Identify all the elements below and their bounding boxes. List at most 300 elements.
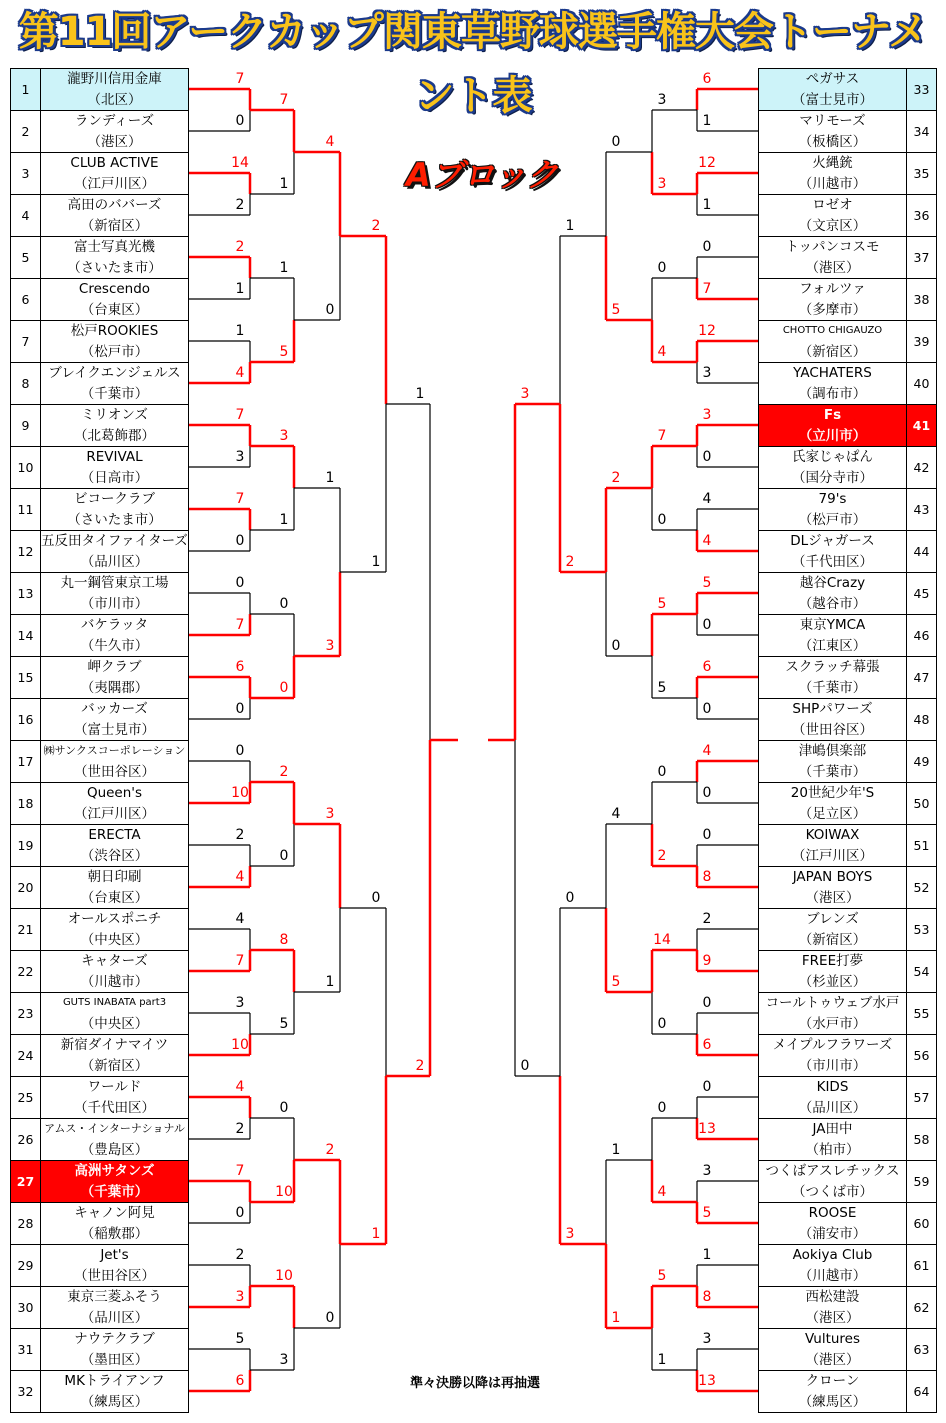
- team-name: ブレンズ: [806, 911, 859, 927]
- team-name: Queen's: [86, 785, 143, 801]
- team-name: 五反田タイファイターズ: [41, 533, 188, 549]
- team-region: （国分寺市）: [792, 470, 873, 486]
- match-score: 6: [235, 659, 245, 675]
- team-cell: [758, 1202, 907, 1245]
- seed-number: 19: [10, 824, 41, 867]
- team-cell: [40, 278, 189, 321]
- team-name: 富士写真光機: [74, 239, 155, 255]
- match-score: 4: [235, 1079, 245, 1095]
- team-name: Vultures: [804, 1331, 861, 1347]
- match-score: 0: [279, 596, 289, 612]
- team-name: JAPAN BOYS: [792, 869, 873, 885]
- team-region: （中央区）: [80, 1016, 149, 1032]
- team-region: （松戸市）: [798, 512, 867, 528]
- team-cell: [758, 320, 907, 363]
- seed-number: 33: [906, 68, 937, 111]
- team-name: MKトライアンフ: [64, 1373, 165, 1389]
- team-region: （品川区）: [80, 1310, 149, 1326]
- team-region: （港区）: [805, 1352, 860, 1368]
- team-name: バッカーズ: [81, 701, 148, 717]
- match-score: 0: [657, 1100, 667, 1116]
- match-score: 5: [702, 575, 712, 591]
- match-score: 7: [235, 1163, 245, 1179]
- match-score: 0: [657, 1016, 667, 1032]
- team-cell: [758, 404, 907, 447]
- match-score: 10: [231, 785, 249, 801]
- team-region: （さいたま市）: [67, 260, 162, 276]
- match-score: 1: [611, 1310, 621, 1326]
- team-name: ロゼオ: [812, 197, 853, 213]
- team-name: つくばアスレチックス: [765, 1163, 900, 1179]
- seed-number: 54: [906, 950, 937, 993]
- match-score: 6: [702, 659, 712, 675]
- seed-number: 56: [906, 1034, 937, 1077]
- match-score: 7: [657, 428, 667, 444]
- seed-number: 10: [10, 446, 41, 489]
- team-cell: [40, 782, 189, 825]
- match-score: 2: [657, 848, 667, 864]
- team-name: GUTS INABATA part3: [62, 997, 167, 1008]
- team-region: （練馬区）: [798, 1394, 867, 1410]
- team-cell: [40, 866, 189, 909]
- match-score: 0: [657, 512, 667, 528]
- seed-number: 38: [906, 278, 937, 321]
- match-score: 2: [235, 197, 245, 213]
- match-score: 1: [325, 470, 335, 486]
- match-score: 3: [235, 449, 245, 465]
- team-name: CLUB ACTIVE: [70, 155, 159, 171]
- match-score: 0: [702, 1079, 712, 1095]
- team-region: （港区）: [805, 260, 860, 276]
- team-region: （松戸市）: [80, 344, 149, 360]
- team-region: （川越市）: [798, 1268, 867, 1284]
- match-score: 1: [235, 281, 245, 297]
- match-score: 4: [325, 134, 335, 150]
- team-cell: [40, 992, 189, 1035]
- team-name: KIDS: [816, 1079, 849, 1095]
- team-region: （江戸川区）: [74, 176, 155, 192]
- seed-number: 40: [906, 362, 937, 405]
- match-score: 0: [235, 113, 245, 129]
- seed-number: 41: [906, 404, 937, 447]
- team-cell: [758, 992, 907, 1035]
- team-cell: [40, 1160, 189, 1203]
- team-cell: [758, 740, 907, 783]
- match-score: 8: [279, 932, 289, 948]
- team-region: （足立区）: [798, 806, 867, 822]
- seed-number: 37: [906, 236, 937, 279]
- team-cell: [758, 1286, 907, 1329]
- match-score: 5: [235, 1331, 245, 1347]
- seed-number: 30: [10, 1286, 41, 1329]
- team-name: Crescendo: [78, 281, 151, 297]
- match-score: 5: [611, 974, 621, 990]
- match-score: 3: [657, 176, 667, 192]
- match-score: 13: [698, 1373, 716, 1389]
- team-name: 新宿ダイナマイツ: [60, 1037, 169, 1053]
- team-name: キャノン阿見: [74, 1205, 155, 1221]
- match-score: 2: [235, 239, 245, 255]
- team-name: ブレイクエンジェルス: [48, 365, 181, 381]
- team-region: （水戸市）: [798, 1016, 867, 1032]
- team-region: （文京区）: [798, 218, 867, 234]
- team-cell: [40, 614, 189, 657]
- match-score: 7: [702, 281, 712, 297]
- team-cell: [40, 320, 189, 363]
- seed-number: 34: [906, 110, 937, 153]
- team-name: FREE打夢: [801, 953, 864, 969]
- match-score: 1: [657, 1352, 667, 1368]
- team-cell: [758, 278, 907, 321]
- seed-number: 11: [10, 488, 41, 531]
- match-score: 0: [702, 785, 712, 801]
- team-cell: [40, 1202, 189, 1245]
- match-score: 7: [235, 71, 245, 87]
- seed-number: 59: [906, 1160, 937, 1203]
- team-cell: [40, 236, 189, 279]
- seed-number: 18: [10, 782, 41, 825]
- team-cell: [40, 572, 189, 615]
- team-region: （江東区）: [798, 638, 867, 654]
- match-score: 2: [235, 827, 245, 843]
- seed-number: 44: [906, 530, 937, 573]
- team-cell: [758, 362, 907, 405]
- match-score: 0: [702, 827, 712, 843]
- match-score: 7: [279, 92, 289, 108]
- team-cell: [758, 1118, 907, 1161]
- seed-number: 20: [10, 866, 41, 909]
- team-cell: [40, 698, 189, 741]
- match-score: 0: [279, 680, 289, 696]
- team-region: （板橋区）: [798, 134, 867, 150]
- team-cell: [40, 1328, 189, 1371]
- team-cell: [40, 824, 189, 867]
- match-score: 7: [235, 953, 245, 969]
- team-name: ワールド: [87, 1079, 142, 1095]
- match-score: 1: [415, 386, 425, 402]
- match-score: 0: [371, 890, 381, 906]
- seed-number: 39: [906, 320, 937, 363]
- seed-number: 53: [906, 908, 937, 951]
- team-name: 岬クラブ: [87, 659, 142, 675]
- match-score: 0: [279, 1100, 289, 1116]
- team-name: アムス・インターナショナル: [44, 1122, 185, 1135]
- match-score: 2: [235, 1247, 245, 1263]
- team-name: 火縄銃: [812, 155, 853, 171]
- team-region: （市川市）: [80, 596, 149, 612]
- match-score: 5: [611, 302, 621, 318]
- match-score: 14: [231, 155, 249, 171]
- seed-number: 42: [906, 446, 937, 489]
- match-score: 1: [371, 554, 381, 570]
- team-region: （千代田区）: [792, 554, 873, 570]
- team-region: （千葉市）: [798, 764, 867, 780]
- match-score: 2: [235, 1121, 245, 1137]
- team-name: ROOSE: [808, 1205, 857, 1221]
- seed-number: 47: [906, 656, 937, 699]
- seed-number: 27: [10, 1160, 41, 1203]
- team-region: （浦安市）: [798, 1226, 867, 1242]
- seed-number: 50: [906, 782, 937, 825]
- seed-number: 43: [906, 488, 937, 531]
- team-region: （品川区）: [80, 554, 149, 570]
- team-name: 西松建設: [805, 1289, 860, 1305]
- team-name: REVIVAL: [86, 449, 143, 465]
- seed-number: 35: [906, 152, 937, 195]
- team-name: メイプルフラワーズ: [772, 1037, 893, 1053]
- match-score: 2: [565, 554, 575, 570]
- match-score: 5: [279, 1016, 289, 1032]
- team-name: オールスポニチ: [67, 911, 162, 927]
- team-name: 朝日印刷: [87, 869, 142, 885]
- match-score: 4: [657, 344, 667, 360]
- team-cell: [40, 740, 189, 783]
- team-name: DLジャガース: [790, 533, 875, 549]
- seed-number: 62: [906, 1286, 937, 1329]
- team-region: （つくば市）: [792, 1184, 873, 1200]
- team-cell: [758, 656, 907, 699]
- match-score: 10: [231, 1037, 249, 1053]
- match-score: 0: [325, 1310, 335, 1326]
- team-cell: [40, 110, 189, 153]
- team-region: （立川市）: [798, 428, 867, 444]
- match-score: 12: [698, 155, 716, 171]
- redraw-note: 準々決勝以降は再抽選: [409, 1376, 540, 1391]
- team-name: バケラッタ: [80, 617, 149, 633]
- team-cell: [40, 194, 189, 237]
- match-score: 0: [702, 617, 712, 633]
- match-score: 3: [235, 995, 245, 1011]
- team-name: キャターズ: [81, 953, 148, 969]
- match-score: 0: [657, 764, 667, 780]
- match-score: 1: [279, 260, 289, 276]
- team-name: Jet's: [100, 1247, 129, 1263]
- seed-number: 31: [10, 1328, 41, 1371]
- match-score: 0: [235, 701, 245, 717]
- team-region: （江戸川区）: [74, 806, 155, 822]
- team-cell: [758, 446, 907, 489]
- team-cell: [758, 824, 907, 867]
- team-cell: [758, 782, 907, 825]
- match-score: 3: [657, 92, 667, 108]
- seed-number: 3: [10, 152, 41, 195]
- team-region: （千葉市）: [80, 1184, 149, 1200]
- team-region: （富士見市）: [74, 722, 155, 738]
- team-cell: [758, 572, 907, 615]
- team-cell: [758, 614, 907, 657]
- match-score: 7: [235, 617, 245, 633]
- team-region: （新宿区）: [798, 344, 867, 360]
- seed-number: 4: [10, 194, 41, 237]
- team-region: （富士見市）: [792, 92, 873, 108]
- team-region: （調布市）: [798, 386, 867, 402]
- match-score: 8: [702, 869, 712, 885]
- match-score: 0: [235, 575, 245, 591]
- match-score: 1: [279, 512, 289, 528]
- match-score: 0: [657, 260, 667, 276]
- team-name: トッパンコスモ: [785, 239, 880, 255]
- team-name: ㈱サンクスコーポレーション: [43, 744, 186, 757]
- match-score: 3: [325, 806, 335, 822]
- team-cell: [758, 1244, 907, 1287]
- match-score: 2: [415, 1058, 425, 1074]
- team-name: クローン: [805, 1373, 860, 1389]
- team-cell: [40, 1370, 189, 1413]
- seed-number: 58: [906, 1118, 937, 1161]
- team-region: （港区）: [805, 1310, 860, 1326]
- seed-number: 9: [10, 404, 41, 447]
- seed-number: 16: [10, 698, 41, 741]
- match-score: 1: [565, 218, 575, 234]
- seed-number: 36: [906, 194, 937, 237]
- team-cell: [758, 1076, 907, 1119]
- seed-number: 6: [10, 278, 41, 321]
- match-score: 2: [371, 218, 381, 234]
- team-region: （江戸川区）: [792, 848, 873, 864]
- match-score: 6: [702, 71, 712, 87]
- match-score: 4: [702, 491, 712, 507]
- match-score: 14: [653, 932, 671, 948]
- team-cell: [40, 530, 189, 573]
- team-name: Aokiya Club: [792, 1247, 873, 1263]
- match-score: 3: [325, 638, 335, 654]
- team-cell: [758, 908, 907, 951]
- team-name: コールトゥウェブ水戸: [765, 995, 900, 1011]
- seed-number: 28: [10, 1202, 41, 1245]
- seed-number: 32: [10, 1370, 41, 1413]
- match-score: 0: [702, 701, 712, 717]
- match-score: 5: [279, 344, 289, 360]
- team-cell: [758, 530, 907, 573]
- match-score: 0: [702, 449, 712, 465]
- team-name: 越谷Crazy: [799, 575, 866, 591]
- match-score: 2: [702, 911, 712, 927]
- team-region: （港区）: [87, 134, 142, 150]
- team-region: （川越市）: [798, 176, 867, 192]
- match-score: 1: [325, 974, 335, 990]
- seed-number: 63: [906, 1328, 937, 1371]
- team-name: 高田のババーズ: [67, 197, 162, 213]
- match-score: 5: [702, 1205, 712, 1221]
- seed-number: 29: [10, 1244, 41, 1287]
- team-name: SHPパワーズ: [792, 701, 873, 717]
- match-score: 0: [565, 890, 575, 906]
- match-score: 2: [611, 470, 621, 486]
- seed-number: 2: [10, 110, 41, 153]
- team-region: （市川市）: [798, 1058, 867, 1074]
- team-cell: [758, 236, 907, 279]
- match-score: 6: [235, 1373, 245, 1389]
- team-name: 79's: [818, 491, 847, 507]
- team-name: KOIWAX: [805, 827, 860, 843]
- team-region: （豊島区）: [80, 1142, 149, 1158]
- team-name: 瀧野川信用金庫: [67, 71, 162, 87]
- team-cell: [40, 152, 189, 195]
- team-name: 丸一鋼管東京工場: [60, 575, 169, 591]
- team-region: （品川区）: [798, 1100, 867, 1116]
- team-region: （台東区）: [80, 302, 149, 318]
- seed-number: 22: [10, 950, 41, 993]
- match-score: 12: [698, 323, 716, 339]
- seed-number: 12: [10, 530, 41, 573]
- match-score: 3: [279, 428, 289, 444]
- team-name: ミリオンズ: [81, 407, 148, 423]
- team-cell: [758, 1370, 907, 1413]
- match-score: 10: [275, 1184, 293, 1200]
- team-name: 高洲サタンズ: [74, 1163, 155, 1179]
- team-name: ERECTA: [88, 827, 141, 843]
- match-score: 0: [279, 848, 289, 864]
- block-label: Aブロック: [405, 156, 559, 194]
- team-name: 東京YMCA: [799, 617, 866, 633]
- match-score: 4: [702, 533, 712, 549]
- match-score: 2: [279, 764, 289, 780]
- match-score: 2: [325, 1142, 335, 1158]
- match-score: 13: [698, 1121, 716, 1137]
- team-cell: [40, 656, 189, 699]
- team-region: （渋谷区）: [80, 848, 149, 864]
- match-score: 4: [611, 806, 621, 822]
- team-cell: [758, 1328, 907, 1371]
- team-cell: [758, 488, 907, 531]
- team-region: （夷隅郡）: [80, 680, 149, 696]
- seed-number: 15: [10, 656, 41, 699]
- match-score: 1: [702, 1247, 712, 1263]
- team-name: 松戸ROOKIES: [70, 323, 159, 339]
- match-score: 9: [702, 953, 712, 969]
- team-name: YACHATERS: [793, 365, 872, 381]
- team-cell: [40, 404, 189, 447]
- team-region: （新宿区）: [80, 1058, 149, 1074]
- seed-number: 61: [906, 1244, 937, 1287]
- seed-number: 8: [10, 362, 41, 405]
- team-region: （練馬区）: [80, 1394, 149, 1410]
- match-score: 3: [520, 386, 530, 402]
- team-cell: [758, 950, 907, 993]
- seed-number: 7: [10, 320, 41, 363]
- team-cell: [758, 68, 907, 111]
- seed-number: 13: [10, 572, 41, 615]
- seed-number: 45: [906, 572, 937, 615]
- team-region: （稲敷郡）: [80, 1226, 149, 1242]
- seed-number: 60: [906, 1202, 937, 1245]
- team-region: （港区）: [805, 890, 860, 906]
- team-cell: [40, 1118, 189, 1161]
- seed-number: 49: [906, 740, 937, 783]
- team-cell: [758, 866, 907, 909]
- match-score: 3: [702, 407, 712, 423]
- match-score: 0: [702, 239, 712, 255]
- match-score: 0: [702, 995, 712, 1011]
- team-region: （多摩市）: [798, 302, 867, 318]
- match-score: 7: [235, 407, 245, 423]
- seed-number: 21: [10, 908, 41, 951]
- seed-number: 17: [10, 740, 41, 783]
- match-score: 3: [702, 365, 712, 381]
- match-score: 5: [657, 596, 667, 612]
- team-region: （柏市）: [805, 1142, 860, 1158]
- team-name: 氏家じゃぱん: [792, 449, 873, 465]
- seed-number: 24: [10, 1034, 41, 1077]
- seed-number: 64: [906, 1370, 937, 1413]
- team-name: 20世紀少年'S: [790, 785, 875, 801]
- team-name: フォルツァ: [799, 281, 866, 297]
- match-score: 6: [702, 1037, 712, 1053]
- team-cell: [758, 1160, 907, 1203]
- team-region: （越谷市）: [798, 596, 867, 612]
- team-name: ビコークラブ: [74, 491, 155, 507]
- team-region: （千葉市）: [798, 680, 867, 696]
